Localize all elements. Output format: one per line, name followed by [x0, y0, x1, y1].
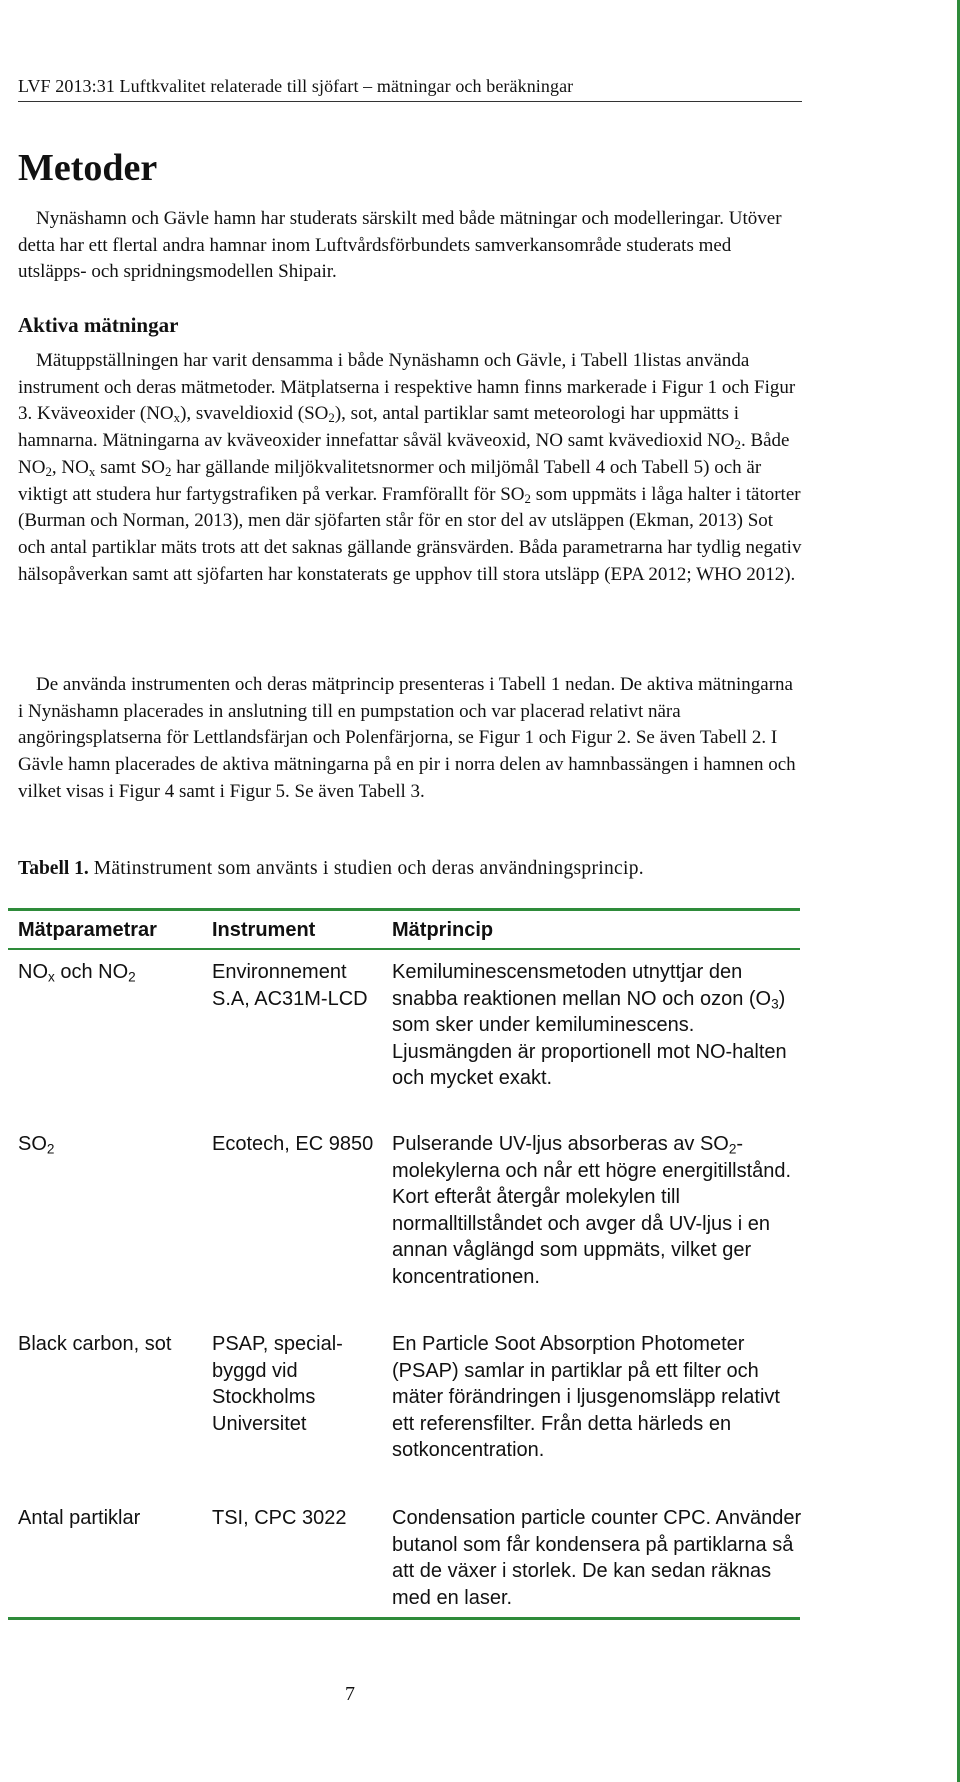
subscript-x: x	[48, 969, 55, 985]
table-cell-principle	[392, 959, 802, 1092]
p1-text-6: samt SO	[95, 456, 165, 478]
methods-paragraph-1	[18, 348, 802, 588]
cell-text: -molekylerna och når ett högre energitillstånd. Kort efteråt återgår molekylen till normalltillståndet och avger då UV-ljus i en annan våglängd som uppmäts, vilket ger koncentrationen.	[392, 1133, 792, 1288]
table-cell-parameter	[18, 959, 198, 986]
table-caption-label: Tabell 1.	[18, 858, 89, 879]
subscript-2: 2	[165, 464, 172, 480]
p1-text-3: ), sot, antal partiklar samt meteorologi har uppmätts i hamnarna. Mätningarna av kväveoxider innefattar såväl kväveoxid, NO samt kvävedioxid NO	[18, 403, 740, 452]
p1-text-7: har gällande miljökvalitetsnormer och miljömål Tabell 4 och Tabell 5) och är viktigt att studera hur fartygstrafiken på verkar. Framförallt för SO	[18, 456, 762, 505]
table-cell-principle	[392, 1131, 802, 1290]
table-caption	[18, 858, 644, 880]
subscript-3: 3	[771, 995, 779, 1011]
table-cell-instrument: Environnement S.A, AC31M-LCD	[212, 961, 368, 1010]
table-cell-parameter: Black carbon, sot	[18, 1333, 172, 1355]
cell-text: ) som sker under kemiluminescens. Ljusmängden är proportionell mot NO-halten och mycket exakt.	[392, 987, 787, 1089]
cell-text: Kemiluminescensmetoden utnyttjar den snabba reaktionen mellan NO och ozon (O	[392, 961, 772, 1010]
subscript-2: 2	[128, 969, 136, 985]
table-top-rule	[8, 908, 800, 911]
cell-text: NO	[18, 961, 48, 983]
table-cell-parameter: Antal partiklar	[18, 1507, 141, 1529]
methods-paragraph-2: De använda instrumenten och deras mätprincip presenteras i Tabell 1 nedan. De aktiva mätningarna i Nynäshamn placerades in anslutning till en pumpstation och var placerad relativt nära angöringsplatserna för Lettlandsfärjan och Polenfärjorna, se Figur 1 och Figur 2. Se även Tabell 2. I Gävle hamn placerades de aktiva mätningarna på en pir i norra delen av hamnbassängen i hamnen och vilket visas i Figur 4 samt i Figur 5. Se även Tabell 3.	[18, 674, 796, 802]
table-cell-instrument: TSI, CPC 3022	[212, 1507, 347, 1529]
p1-text-4: . Både NO	[18, 430, 790, 478]
cell-text: Pulserande UV-ljus absorberas av SO	[392, 1133, 729, 1155]
subscript-x: x	[88, 464, 96, 480]
subscript-x: x	[173, 410, 181, 426]
subscript-2: 2	[328, 410, 335, 426]
table-caption-text: Mätinstrument som använts i studien och deras användningsprincip.	[93, 858, 644, 879]
table-header-parameter: Mätparametrar	[18, 919, 157, 941]
table-header-instrument: Instrument	[212, 919, 316, 941]
p1-text-1: Mätuppställningen har varit densamma i både Nynäshamn och Gävle, i Tabell 1listas använda instrument och deras mätmetoder. Mätplatserna i respektive hamn finns markerade i Figur 1 och Figur 3. Kväveoxider (NO	[18, 350, 796, 425]
subscript-2: 2	[734, 437, 741, 453]
table-cell-instrument: PSAP, special-byggd vid Stockholms Universitet	[212, 1333, 343, 1435]
p1-text-5: , NO	[51, 456, 89, 478]
table-bottom-rule	[8, 1617, 800, 1620]
table-cell-principle: En Particle Soot Absorption Photometer (PSAP) samlar in partiklar på ett filter och mäter förändringen i ljusgenomsläpp relativt ett referensfilter. Från detta härleds en sotkoncentration.	[392, 1333, 780, 1461]
subscript-2: 2	[45, 464, 52, 480]
cell-text: SO	[18, 1133, 47, 1155]
subscript-2: 2	[46, 1141, 55, 1157]
table-cell-principle: Condensation particle counter CPC. Använder butanol som får kondensera på partiklarna så att de växer i storlek. De kan sedan räknas med en laser.	[392, 1507, 802, 1609]
header-divider	[18, 101, 802, 102]
p1-text-2: ), svaveldioxid (SO	[180, 403, 329, 425]
cell-text: och NO	[54, 961, 129, 983]
subscript-2: 2	[728, 1141, 737, 1157]
intro-paragraph: Nynäshamn och Gävle hamn har studerats särskilt med både mätningar och modelleringar. Utöver detta har ett flertal andra hamnar inom Luftvårdsförbundets samverkansområde studerats med utsläpps- och spridningsmodellen Shipair.	[18, 208, 782, 283]
subsection-title: Aktiva mätningar	[18, 313, 179, 337]
table-cell-instrument: Ecotech, EC 9850	[212, 1133, 374, 1155]
table-header-rule	[8, 948, 800, 950]
subscript-2: 2	[524, 490, 531, 506]
p1-text-8: som uppmäts i låga halter i tätorter (Burman och Norman, 2013), men där sjöfarten står för en stor del av utsläppen (Ekman, 2013) Sot och antal partiklar mäts trots att det saknas gällande gränsvärden. Båda parametrarna har tydlig negativ hälsopåverkan samt att sjöfarten har konstaterats ge upphov till stora utsläpp (EPA 2012; WHO 2012).	[18, 483, 802, 585]
page-number: 7	[345, 1683, 355, 1705]
table-header-principle: Mätprincip	[392, 919, 494, 941]
section-title: Metoder	[18, 147, 158, 189]
table-cell-parameter	[18, 1131, 198, 1158]
running-header: LVF 2013:31 Luftkvalitet relaterade till sjöfart – mätningar och beräkningar	[18, 76, 574, 96]
